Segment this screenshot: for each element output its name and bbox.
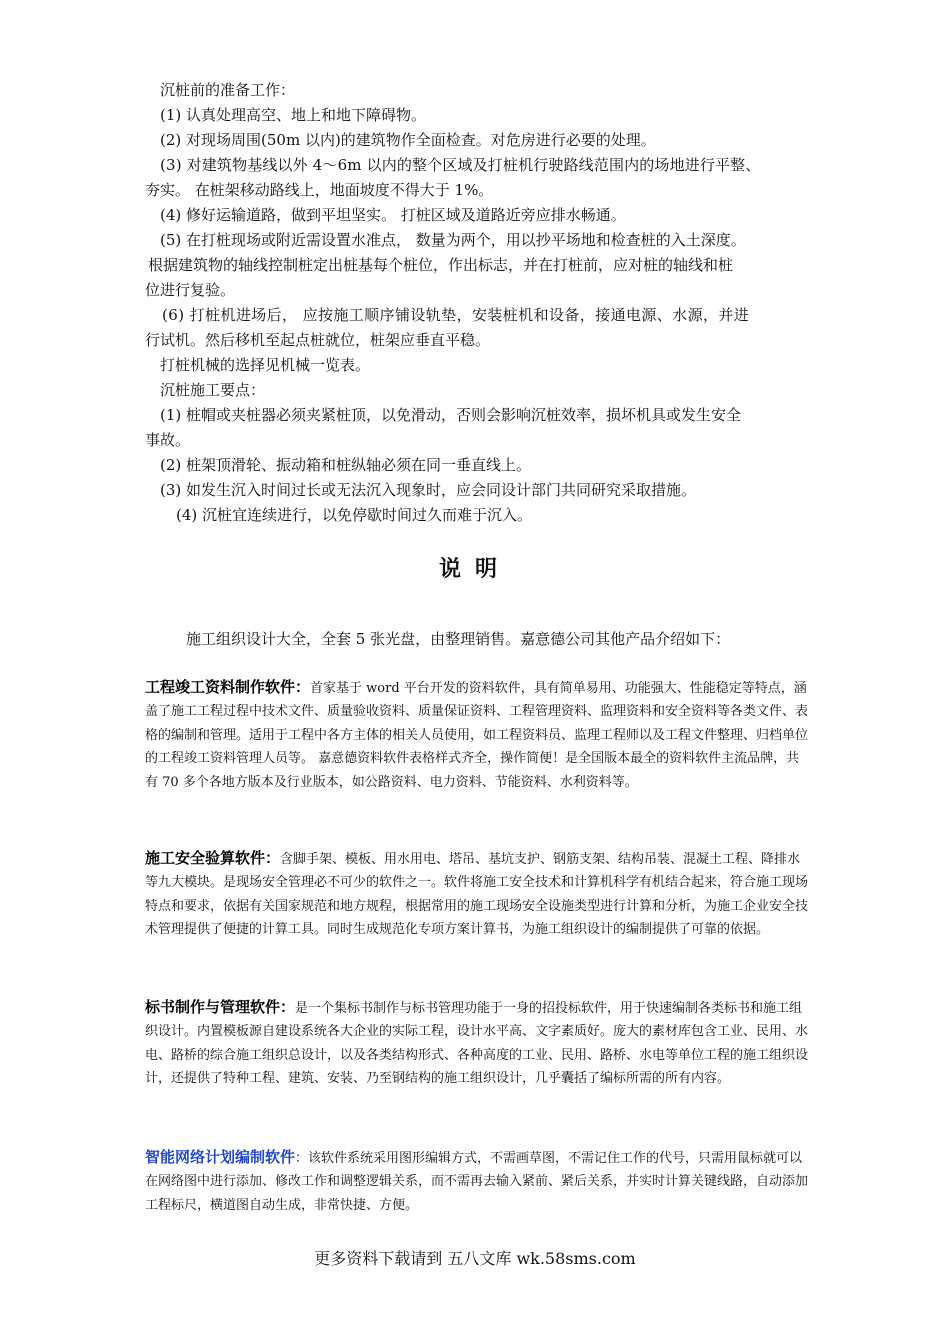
text-line: 打桩机械的选择见机械一览表。 (160, 356, 371, 374)
section-title: 说明 (438, 556, 511, 582)
product-block (145, 847, 810, 942)
text-line: 行试机。然后移机至起点桩就位，桩架应垂直平稳。 (145, 331, 491, 349)
text-line: (2) 桩架顶滑轮、振动箱和桩纵轴必须在同一垂直线上。 (160, 456, 532, 474)
text-line: 位进行复验。 (145, 281, 236, 299)
product-description: ：该软件系统采用图形编辑方式，不需画草图，不需记住工作的代号，只需用鼠标就可以在网络图中进行添加、修改工作和调整逻辑关系，而不需再去输入紧前、紧后关系，并实时计算关键线路，自动添加工程标尺，横道图自动生成，非常快捷、方便。 (145, 1151, 809, 1213)
text-line: 事故。 (145, 431, 191, 449)
product-name: 施工安全验算软件： (145, 849, 281, 867)
text-line: (1) 桩帽或夹桩器必须夹紧桩顶，以免滑动，否则会影响沉桩效率，损坏机具或发生安全 (160, 406, 742, 424)
product-description: 是一个集标书制作与标书管理功能于一身的招投标软件，用于快速编制各类标书和施工组织设计。内置模板源自建设系统各大企业的实际工程，设计水平高、文字素质好。庞大的素材库包含工业、民用、水电、路桥的综合施工组织总设计，以及各类结构形式、各种高度的工业、民用、路桥、水电等单位工程的施工组织设计，还提供了特种工程、建筑、安装、乃至钢结构的施工组织设计，几乎囊括了编标所需的所有内容。 (145, 1001, 809, 1087)
text-line: (4) 沉桩宜连续进行，以免停歇时间过久而难于沉入。 (176, 506, 533, 524)
product-block (145, 676, 810, 794)
text-line: (6) 打桩机进场后， 应按施工顺序铺设轨垫，安装桩机和设备，接通电源、水源，并进 (162, 306, 750, 324)
product-block (145, 1146, 810, 1217)
product-name-link[interactable]: 智能网络计划编制软件 (145, 1148, 296, 1166)
text-line: 夯实。 在桩架移动路线上，地面坡度不得大于 1%。 (145, 181, 494, 199)
product-name: 工程竣工资料制作软件： (145, 678, 311, 696)
product-block (145, 996, 810, 1091)
footer-text: 更多资料下载请到 五八文库 wk.58sms.com (314, 1249, 636, 1268)
text-line: 根据建筑物的轴线控制桩定出桩基每个桩位，作出标志，并在打桩前，应对桩的轴线和桩 (148, 256, 734, 274)
product-name: 标书制作与管理软件： (145, 998, 296, 1016)
product-description: 首家基于 word 平台开发的资料软件，具有简单易用、功能强大、性能稳定等特点，涵盖了施工工程过程中技术文件、质量验收资料、质量保证资料、工程管理资料、监理资料和安全资料等各类文件、表格的编制和管理。适用于工程中各方主体的相关人员使用，如工程资料员、监理工程师以及工程文件整理、归档单位的工程竣工资料管理人员等。 嘉意德资料软件表格样式齐全，操作简便！是全国版本最全的资料软件主流品牌，共有 70 多个各地方版本及行业版本，如公路资料、电力资料、节能资料、水利资料等。 (145, 681, 809, 790)
text-line: (1) 认真处理高空、地上和地下障碍物。 (160, 106, 427, 124)
text-line: (4) 修好运输道路，做到平坦坚实。 打桩区域及道路近旁应排水畅通。 (160, 206, 626, 224)
text-line: (2) 对现场周围(50m 以内)的建筑物作全面检查。对危房进行必要的处理。 (160, 131, 656, 149)
text-line: 沉桩前的准备工作： (160, 81, 296, 99)
text-line: 沉桩施工要点： (160, 381, 266, 399)
text-line: (5) 在打桩现场或附近需设置水准点， 数量为两个，用以抄平场地和检查桩的入土深度。 (160, 231, 746, 249)
product-description: 含脚手架、模板、用水用电、塔吊、基坑支护、钢筋支架、结构吊装、混凝土工程、降排水等九大模块。是现场安全管理必不可少的软件之一。软件将施工安全技术和计算机科学有机结合起来，符合施工现场特点和要求，依据有关国家规范和地方规程，根据常用的施工现场安全设施类型进行计算和分析，为施工企业安全技术管理提供了便捷的计算工具。同时生成规范化专项方案计算书，为施工组织设计的编制提供了可靠的依据。 (145, 852, 809, 938)
intro-paragraph: 施工组织设计大全，全套 5 张光盘，由整理销售。嘉意德公司其他产品介绍如下： (186, 630, 731, 648)
text-line: (3) 如发生沉入时间过长或无法沉入现象时，应会同设计部门共同研究采取措施。 (160, 481, 697, 499)
text-line: (3) 对建筑物基线以外 4～6m 以内的整个区域及打桩机行驶路线范围内的场地进行平整、 (160, 156, 761, 174)
